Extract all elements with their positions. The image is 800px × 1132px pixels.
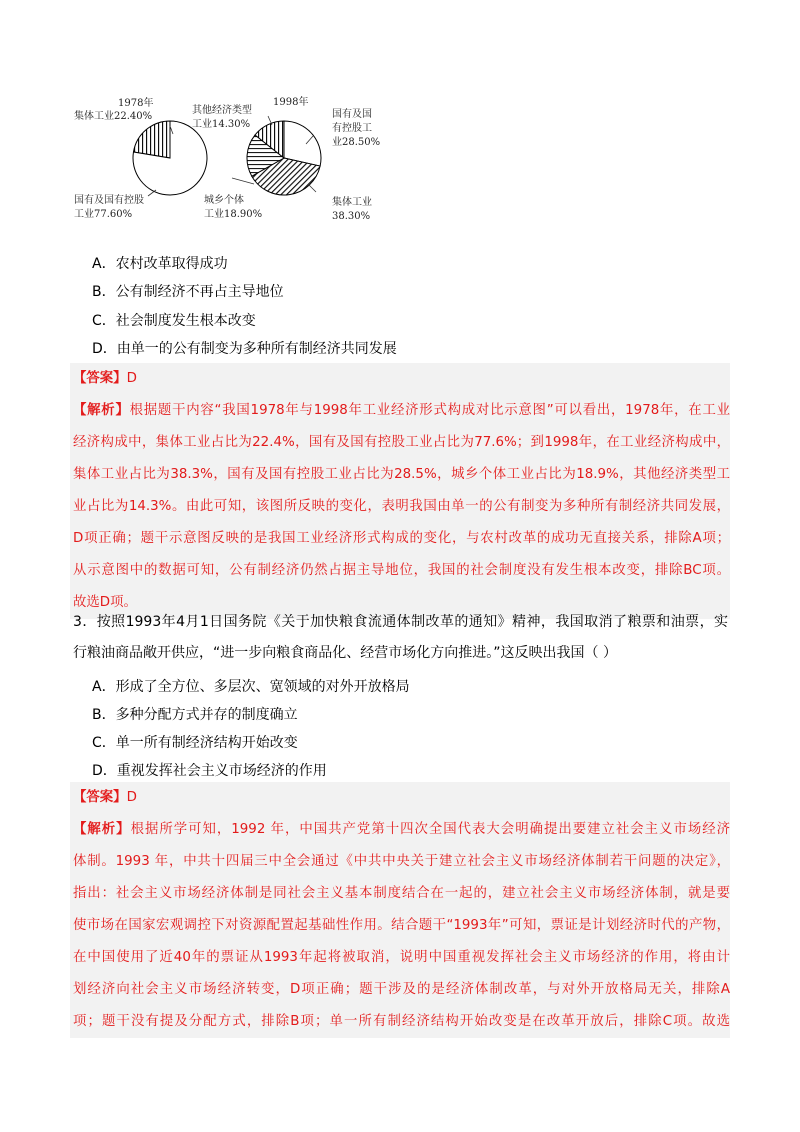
left-state-label-1: 国有及国有控股 xyxy=(74,195,144,206)
q2-option-a: A．农村改革取得成功 xyxy=(92,256,228,272)
q2-analysis-line-1: 【解析】根据题干内容“我国1978年与1998年工业经济形式构成对比示意图”可以看出，1978年，在工业 xyxy=(73,403,731,418)
q2-option-b: B．公有制经济不再占主导地位 xyxy=(92,284,284,300)
right-individual-label-1: 城乡个体 xyxy=(204,195,244,206)
left-year-label: 1978年 xyxy=(118,98,154,109)
left-state-label-2: 工业77.60% xyxy=(74,209,133,220)
industry-structure-figure xyxy=(70,88,400,228)
right-collective-label-1: 集体工业 xyxy=(332,197,372,208)
q2-answer-block xyxy=(70,363,730,619)
q3-analysis-line-1: 【解析】根据所学可知，1992 年，中国共产党第十四次全国代表大会明确提出要建立社会主义市场经济 xyxy=(73,822,731,837)
q3-option-a: A．形成了全方位、多层次、宽领域的对外开放格局 xyxy=(92,679,410,695)
q3-stem-line-1: 3．按照1993年4月1日国务院《关于加快粮食流通体制改革的通知》精神，我国取消了粮票和油票，实 xyxy=(73,614,728,630)
right-other-label-2: 工业14.30% xyxy=(192,119,251,130)
q3-option-d: D．重视发挥社会主义市场经济的作用 xyxy=(92,763,327,779)
right-state-label-3: 业28.50% xyxy=(332,137,381,148)
q3-analysis-line-5: 在中国使用了近40年的票证从1993年起将被取消，说明中国重视发挥社会主义市场经济的作用，将由计 xyxy=(73,950,730,965)
pie-1978 xyxy=(133,121,207,195)
right-state-label-1: 国有及国 xyxy=(332,109,372,120)
q3-answer-line xyxy=(70,782,730,814)
right-state-label-2: 有控股工 xyxy=(332,123,372,134)
right-year-label: 1998年 xyxy=(273,97,309,108)
q2-answer-tag: 【答案】 xyxy=(73,371,127,386)
q2-option-c: C．社会制度发生根本改变 xyxy=(92,313,256,329)
right-individual-label-2: 工业18.90% xyxy=(204,209,263,220)
q3-answer-value: D xyxy=(126,790,137,805)
q3-analysis-tag: 【解析】 xyxy=(73,822,131,837)
right-collective-label-2: 38.30% xyxy=(332,211,371,222)
q3-analysis-line-7: 项；题干没有提及分配方式，排除B项；单一所有制经济结构开始改变是在改革开放后，排除C项。故选 xyxy=(73,1014,730,1029)
q2-analysis-tag: 【解析】 xyxy=(73,403,130,418)
q2-answer-line xyxy=(70,363,730,395)
q2-analysis-line-3: 集体工业占比为38.3%，国有及国有控股工业占比为28.5%，城乡个体工业占比为18.9%，其他经济类型工 xyxy=(73,467,730,482)
q2-analysis-line-2: 经济构成中，集体工业占比为22.4%，国有及国有控股工业占比为77.6%；到1998年，在工业经济构成中， xyxy=(73,435,730,450)
q2-analysis-line-7: 故选D项。 xyxy=(73,595,137,610)
q3-option-c: C．单一所有制经济结构开始改变 xyxy=(92,735,298,751)
q2-analysis-line-5: D项正确；题干示意图反映的是我国工业经济形式构成的变化，与农村改革的成功无直接关系，排除A项； xyxy=(73,531,730,546)
left-collective-label: 集体工业22.40% xyxy=(74,111,153,122)
q2-answer-value: D xyxy=(126,371,137,386)
q3-stem-line-2: 行粮油商品敞开供应，“进一步向粮食商品化、经营市场化方向推进。”这反映出我国（ ） xyxy=(73,645,617,661)
pie-1998 xyxy=(247,121,321,195)
q3-option-b: B．多种分配方式并存的制度确立 xyxy=(92,707,298,723)
q3-answer-block xyxy=(70,782,730,1038)
q3-analysis-line-6: 划经济向社会主义市场经济转变，D项正确；题干涉及的是经济体制改革，与对外开放格局无关，排除A xyxy=(73,982,730,997)
q3-analysis-line-2: 体制。1993 年，中共十四届三中全会通过《中共中央关于建立社会主义市场经济体制若干问题的决定》， xyxy=(73,854,730,869)
q3-analysis-line-3: 指出：社会主义市场经济体制是同社会主义基本制度结合在一起的，建立社会主义市场经济体制，就是要 xyxy=(73,886,730,901)
q2-analysis-line-6: 从示意图中的数据可知，公有制经济仍然占据主导地位，我国的社会制度没有发生根本改变，排除BC项。 xyxy=(73,563,730,578)
q3-answer-tag: 【答案】 xyxy=(73,790,127,805)
q2-analysis-line-4: 业占比为14.3%。由此可知，该图所反映的变化，表明我国由单一的公有制变为多种所有制经济共同发展， xyxy=(73,499,730,514)
q2-option-d: D．由单一的公有制变为多种所有制经济共同发展 xyxy=(92,341,397,357)
q3-analysis-line-4: 使市场在国家宏观调控下对资源配置起基础性作用。结合题干“1993年”可知，票证是计划经济时代的产物， xyxy=(73,918,730,933)
right-other-label-1: 其他经济类型 xyxy=(192,105,252,116)
